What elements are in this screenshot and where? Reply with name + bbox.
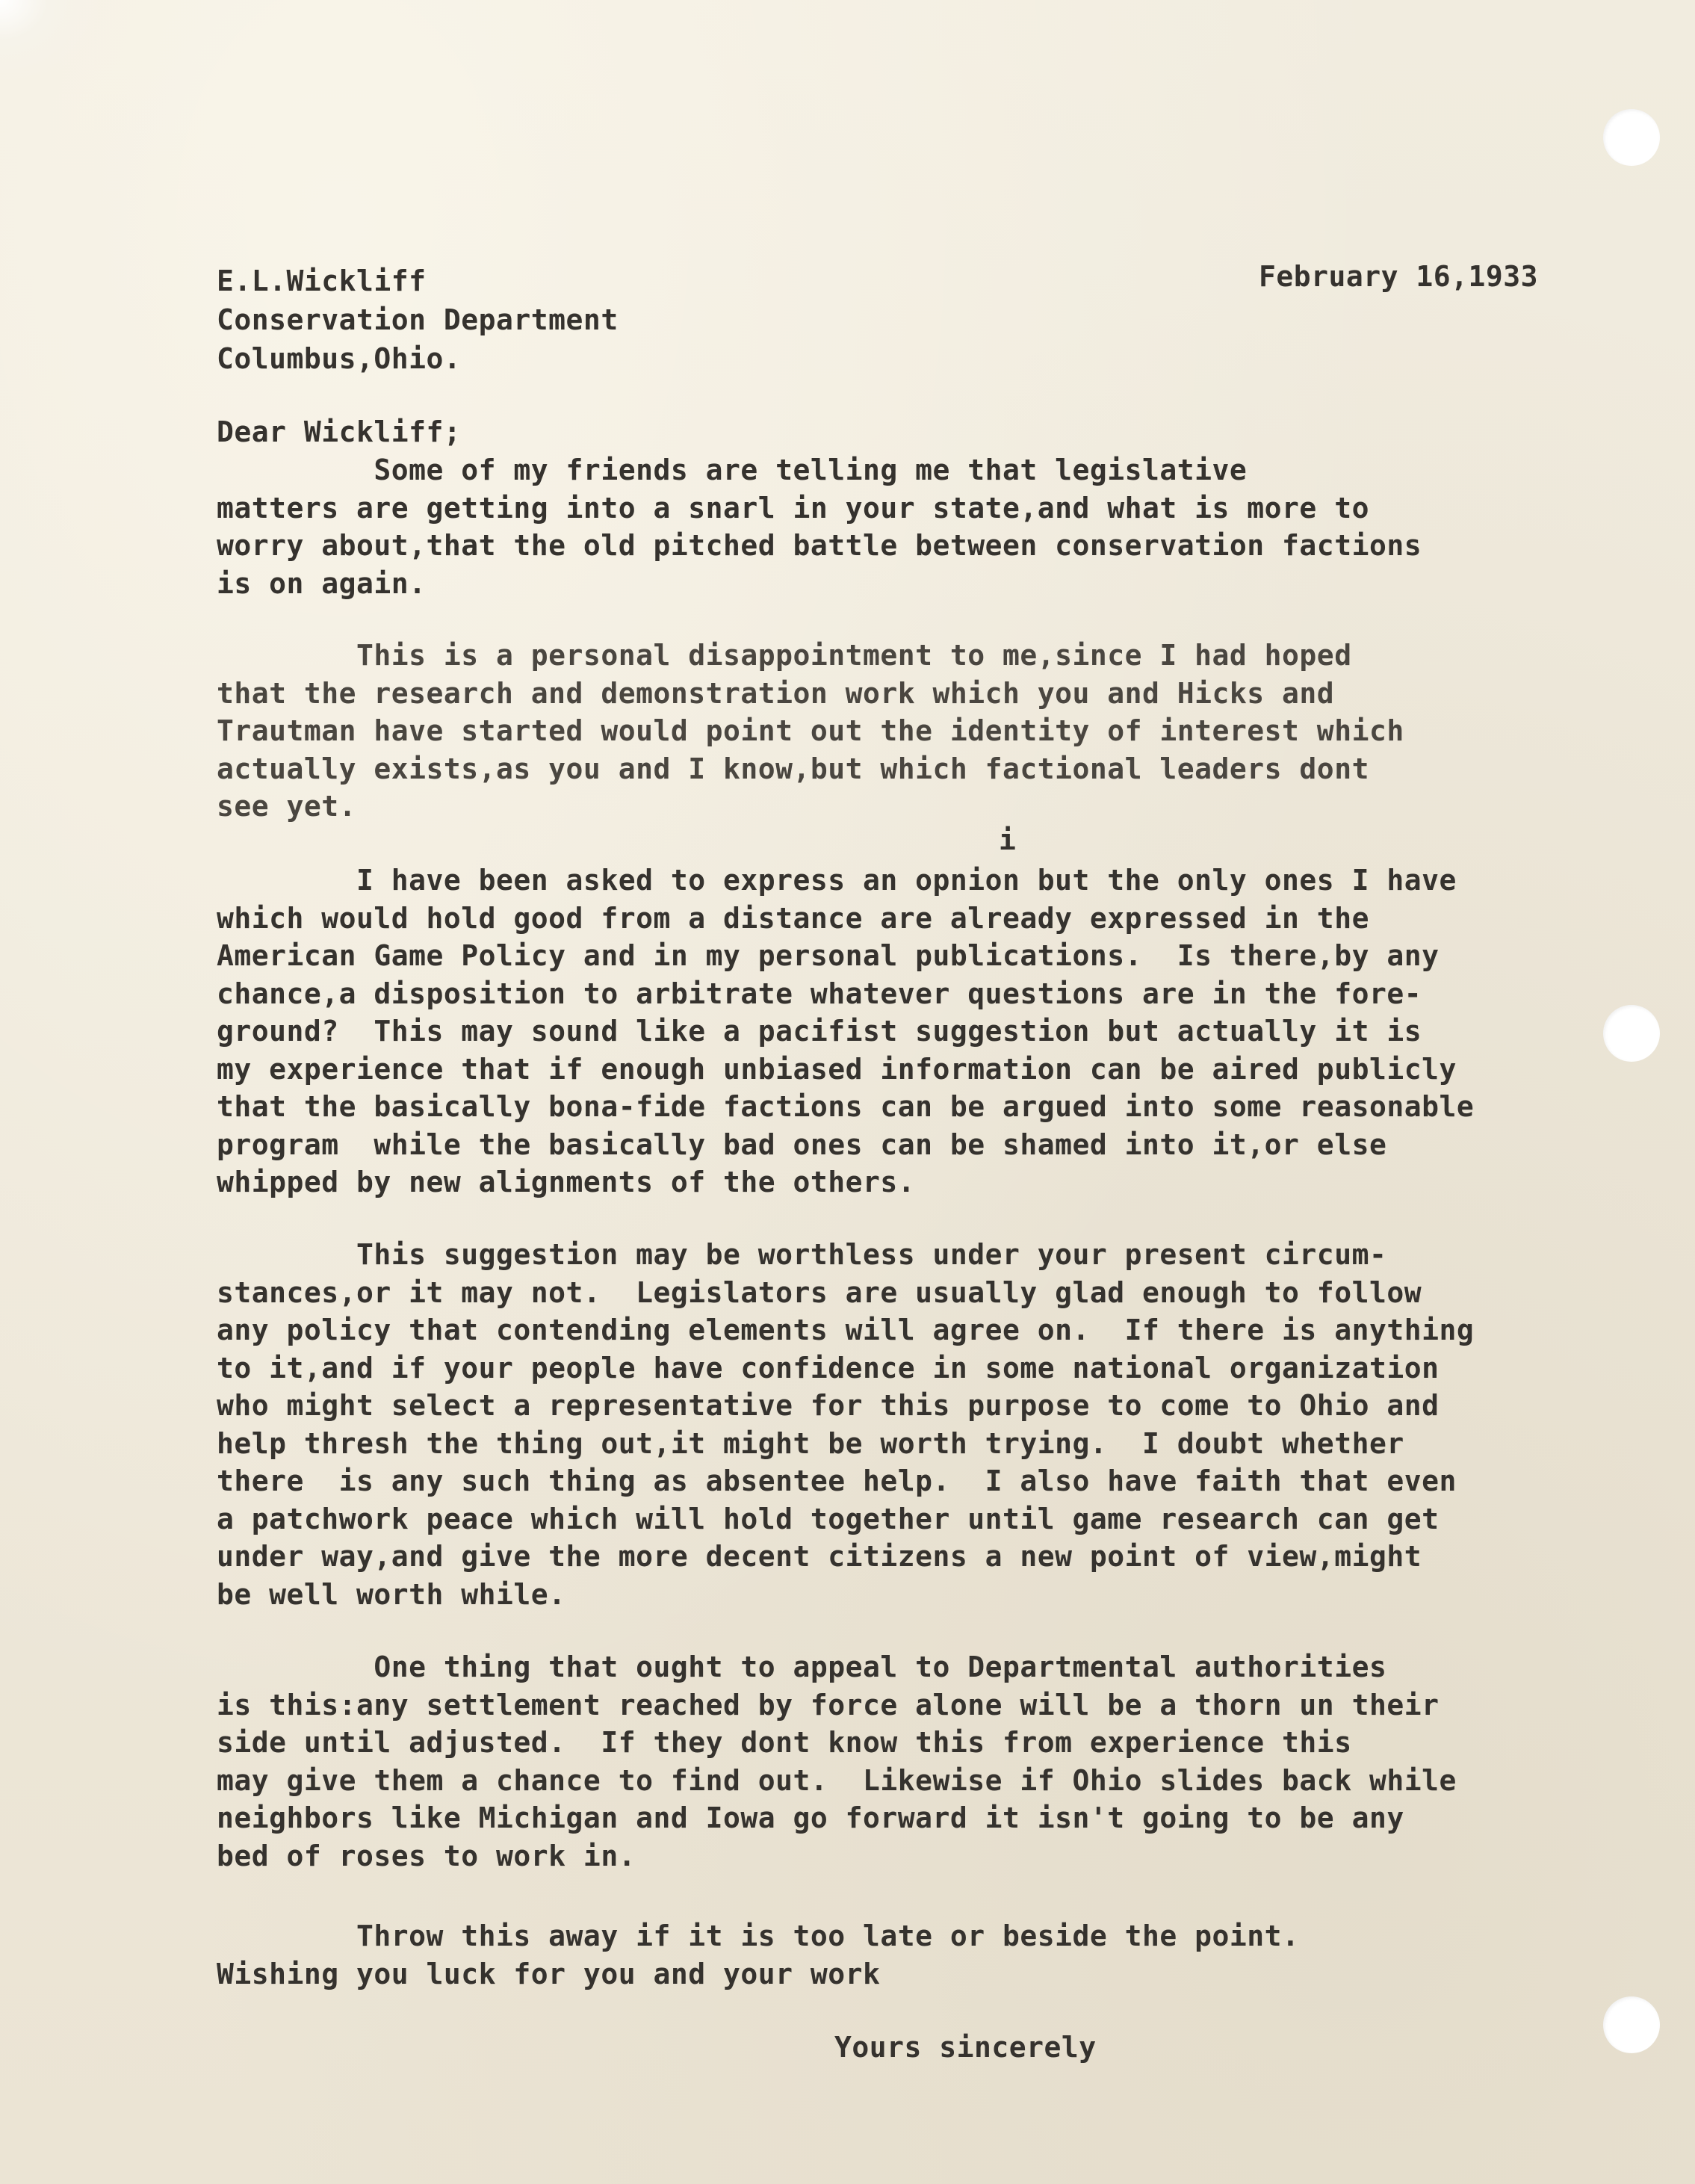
paragraph-6 bbox=[217, 1917, 1299, 1993]
paragraph-line: chance,a disposition to arbitrate whatever questions are in the fore- bbox=[217, 977, 1422, 1010]
paragraph-line: program while the basically bad ones can be shamed into it,or else bbox=[217, 1127, 1387, 1161]
recipient-name: E.L.Wickliff bbox=[217, 265, 427, 297]
paragraph-line: worry about,that the old pitched battle between conservation factions bbox=[217, 529, 1422, 562]
punch-hole-middle bbox=[1603, 1005, 1660, 1062]
paragraph-line: stances,or it may not. Legislators are usually glad enough to follow bbox=[217, 1275, 1422, 1309]
paragraph-5 bbox=[217, 1648, 1457, 1875]
paragraph-line: help thresh the thing out,it might be worth trying. I doubt whether bbox=[217, 1426, 1404, 1460]
paragraph-3 bbox=[217, 861, 1474, 1201]
paragraph-line: side until adjusted. If they dont know this from experience this bbox=[217, 1726, 1352, 1759]
paragraph-line: whipped by new alignments of the others. bbox=[217, 1166, 916, 1198]
recipient-department: Conservation Department bbox=[217, 303, 619, 336]
paragraph-line: be well worth while. bbox=[217, 1577, 566, 1611]
paper-corner-stain bbox=[0, 0, 97, 82]
paragraph-line: under way,and give the more decent citizens a new point of view,might bbox=[217, 1540, 1422, 1573]
punch-hole-bottom bbox=[1603, 1996, 1660, 2053]
paragraph-line: a patchwork peace which will hold together until game research can get bbox=[217, 1502, 1440, 1535]
paragraph-line: is this:any settlement reached by force alone will be a thorn un their bbox=[217, 1688, 1440, 1721]
paragraph-line: there is any such thing as absentee help. I also have faith that even bbox=[217, 1464, 1457, 1497]
paragraph-line: which would hold good from a distance are already expressed in the bbox=[217, 901, 1369, 935]
paragraph-line: actually exists,as you and I know,but which factional leaders dont bbox=[217, 752, 1369, 785]
paragraph-line: This suggestion may be worthless under your present circum- bbox=[217, 1238, 1387, 1271]
paragraph-2 bbox=[217, 637, 1404, 826]
salutation: Dear Wickliff; bbox=[217, 415, 462, 448]
paragraph-line: that the research and demonstration work which you and Hicks and bbox=[217, 676, 1335, 710]
paragraph-1 bbox=[217, 451, 1422, 602]
paragraph-line: may give them a chance to find out. Likewise if Ohio slides back while bbox=[217, 1763, 1457, 1797]
paragraph-line: is on again. bbox=[217, 566, 427, 600]
paragraph-line: Some of my friends are telling me that legislative bbox=[217, 454, 1248, 486]
paragraph-line: matters are getting into a snarl in your state,and what is more to bbox=[217, 491, 1369, 525]
paragraph-line: see yet. bbox=[217, 790, 357, 823]
paragraph-line: my experience that if enough unbiased information can be aired publicly bbox=[217, 1052, 1457, 1086]
paragraph-line: any policy that contending elements will agree on. If there is anything bbox=[217, 1314, 1475, 1346]
stray-typed-mark: i bbox=[999, 823, 1017, 856]
paragraph-line: Trautman have started would point out the identity of interest which bbox=[217, 714, 1404, 747]
paragraph-line: to it,and if your people have confidence in some national organization bbox=[217, 1351, 1440, 1385]
paragraph-line: One thing that ought to appeal to Departmental authorities bbox=[217, 1651, 1387, 1683]
paragraph-line: ground? This may sound like a pacifist suggestion but actually it is bbox=[217, 1015, 1422, 1048]
closing-line: Yours sincerely bbox=[834, 2031, 1097, 2064]
paragraph-line: This is a personal disappointment to me,since I had hoped bbox=[217, 639, 1352, 672]
paragraph-line: bed of roses to work in. bbox=[217, 1839, 636, 1872]
recipient-city: Columbus,Ohio. bbox=[217, 342, 462, 375]
paragraph-line: American Game Policy and in my personal publications. Is there,by any bbox=[217, 939, 1440, 972]
paragraph-line: Wishing you luck for you and your work bbox=[217, 1957, 881, 1990]
letter-date: February 16,1933 bbox=[1259, 260, 1539, 293]
paragraph-line: Throw this away if it is too late or beside the point. bbox=[217, 1919, 1300, 1952]
paragraph-line: I have been asked to express an opnion but the only ones I have bbox=[217, 864, 1457, 897]
paragraph-line: neighbors like Michigan and Iowa go forward it isn't going to be any bbox=[217, 1801, 1404, 1834]
paragraph-4 bbox=[217, 1236, 1474, 1613]
paragraph-line: that the basically bona-fide factions can be argued into some reasonable bbox=[217, 1090, 1475, 1123]
punch-hole-top bbox=[1603, 109, 1660, 166]
paragraph-line: who might select a representative for this purpose to come to Ohio and bbox=[217, 1389, 1440, 1422]
